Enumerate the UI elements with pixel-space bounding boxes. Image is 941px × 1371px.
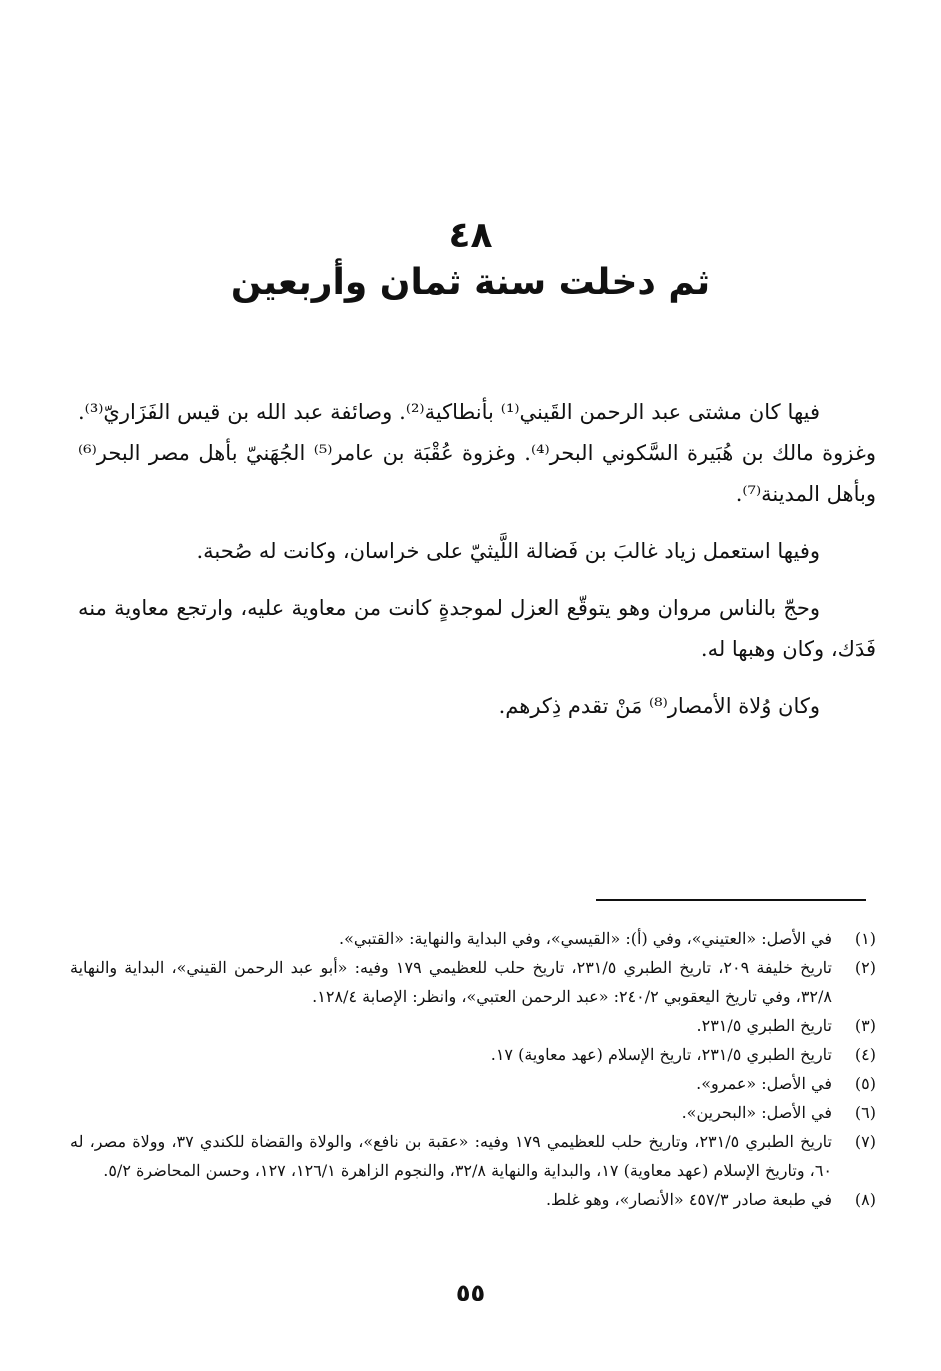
footnote-text: في الأصل: «عمرو». <box>696 1074 832 1093</box>
footnote-text: تاريخ الطبري ٢٣١/٥. <box>696 1016 832 1035</box>
paragraph: وحجّ بالناس مروان وهو يتوقّع العزل لموجدةٍ كانت من معاوية عليه، وارتجع معاوية منه فَدَك، وكان وهبها له. <box>78 596 876 661</box>
footnote-text: في الأصل: «العتيني»، وفي (أ): «القيسي»، وفي البداية والنهاية: «القتبي». <box>339 929 832 948</box>
chapter-title: ثم دخلت سنة ثمان وأربعين <box>230 262 711 303</box>
footnote-number: (٥) <box>854 1074 876 1093</box>
footnote-text: تاريخ الطبري ٢٣١/٥، تاريخ الإسلام (عهد معاوية) ١٧. <box>490 1045 832 1064</box>
chapter-number: ٤٨ <box>448 215 493 256</box>
footnote <box>70 1185 876 1214</box>
paragraph: وفيها استعمل زياد غالبَ بن فَضالة اللَّيثيّ على خراسان، وكانت له صُحبة. <box>196 539 820 563</box>
body-text <box>78 392 876 743</box>
paragraph: فيها كان مشتى عبد الرحمن القَيني⁽¹⁾ بأنطاكية⁽²⁾. وصائفة عبد الله بن قيس الفَزَاريّ⁽³⁾. وغزوة مالك بن هُبَيرة السَّكوني البحر⁽⁴⁾. وغزوة عُقْبَة بن عامر⁽⁵⁾ الجُهَنيّ بأهل مصر البحر⁽⁶⁾ وبأهل المدينة⁽⁷⁾. <box>78 400 877 506</box>
footnote-number: (٨) <box>854 1190 876 1209</box>
paragraph: وكان وُلاة الأمصار⁽⁸⁾ مَنْ تقدم ذِكرهم. <box>498 694 820 718</box>
footnote-separator <box>596 899 866 901</box>
footnote-number: (٢) <box>854 958 876 977</box>
footnote <box>70 1069 876 1098</box>
footnote-number: (١) <box>854 929 876 948</box>
page-number: ٥٥ <box>455 1279 486 1307</box>
footnote-number: (٦) <box>854 1103 876 1122</box>
footnote-number: (٣) <box>854 1016 876 1035</box>
footnote <box>70 953 876 1011</box>
footnote-text: تاريخ الطبري ٢٣١/٥، وتاريخ حلب للعظيمي ١٧٩ وفيه: «عقبة بن نافع»، والولاة والقضاة للكندي ٣٧، وولاة مصر، له ٦٠، وتاريخ الإسلام (عهد معاوية) ١٧، والبداية والنهاية ٣٢/٨، والنجوم الزاهرة ١٢٦/١، ١٢٧، وحسن المحاضرة ٥/٢. <box>70 1132 833 1180</box>
footnote <box>70 1011 876 1040</box>
footnote <box>70 924 876 953</box>
footnote-number: (٤) <box>854 1045 876 1064</box>
footnote-text: في طبعة صادر ٤٥٧/٣ «الأنصار»، وهو غلط. <box>545 1190 832 1209</box>
footnote <box>70 1127 876 1185</box>
footnote-number: (٧) <box>854 1132 876 1151</box>
footnote <box>70 1040 876 1069</box>
footnote-text: في الأصل: «البحرين». <box>681 1103 832 1122</box>
footnote <box>70 1098 876 1127</box>
footnotes <box>70 924 876 1214</box>
footnote-text: تاريخ خليفة ٢٠٩، تاريخ الطبري ٢٣١/٥، تاريخ حلب للعظيمي ١٧٩ وفيه: «أبو عبد الرحمن القيني»، البداية والنهاية ٣٢/٨، وفي تاريخ اليعقوبي ٢٤٠/٢: «عبد الرحمن العتبي»، وانظر: الإصابة ١٢٨/٤. <box>70 958 833 1006</box>
